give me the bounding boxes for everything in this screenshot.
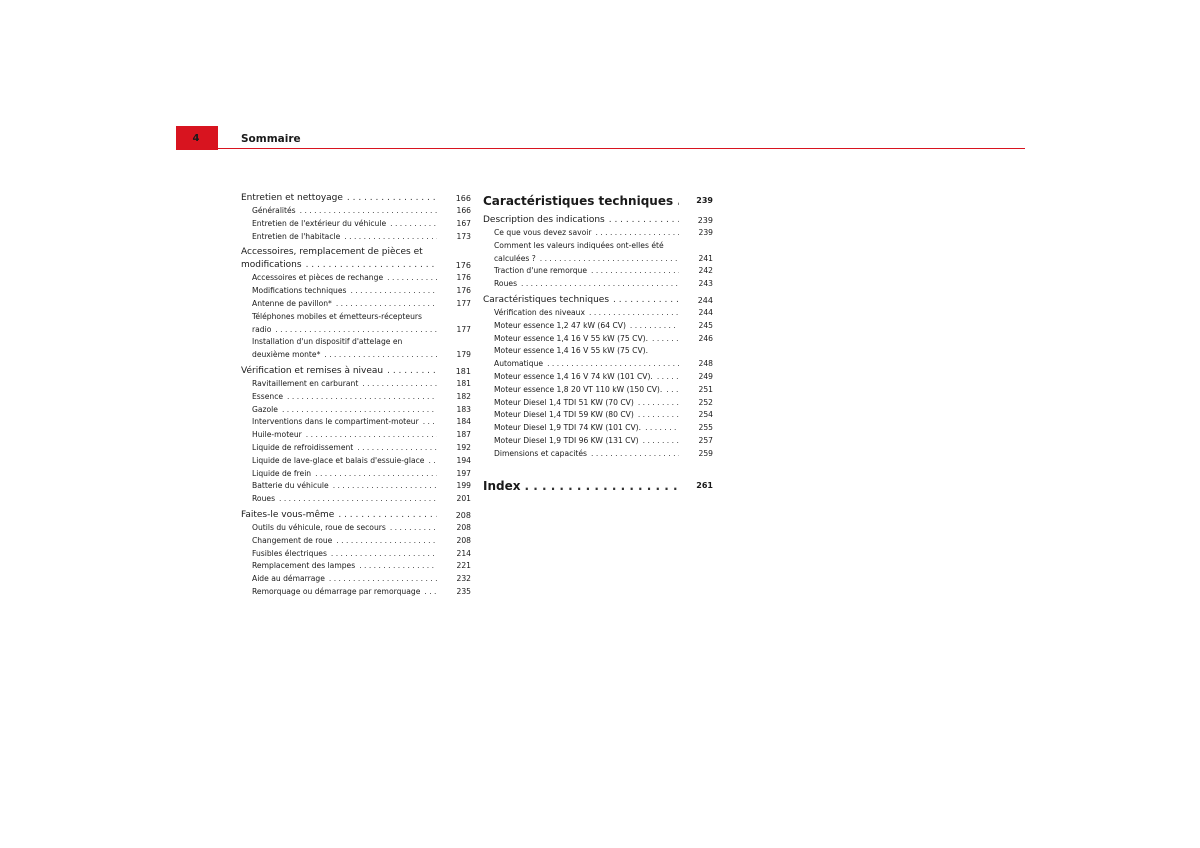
toc-entry bbox=[241, 480, 471, 493]
dot-leader bbox=[275, 324, 437, 337]
toc-entry-text: Moteur Diesel 1,9 TDI 74 KW (101 CV). bbox=[494, 423, 642, 433]
dot-leader bbox=[306, 259, 437, 272]
toc-entry-text: Gazole bbox=[252, 404, 278, 414]
toc-entry-text: Vérification des niveaux bbox=[494, 307, 585, 317]
toc-section bbox=[241, 365, 471, 378]
toc-entry-text: Remplacement des lampes bbox=[252, 561, 356, 571]
toc-entry bbox=[483, 320, 713, 333]
toc-page-number: 176 bbox=[456, 273, 471, 283]
toc-page-number: 181 bbox=[455, 366, 471, 376]
toc-entry-text: calculées ? bbox=[494, 253, 536, 263]
toc-entry-text-line1: Accessoires, remplacement de pièces et bbox=[241, 247, 423, 258]
dot-leader bbox=[336, 298, 437, 311]
toc-entry-text: Entretien de l'extérieur du véhicule bbox=[252, 218, 387, 228]
page-number: 4 bbox=[192, 133, 200, 144]
toc-entry bbox=[241, 311, 471, 337]
dot-leader bbox=[331, 548, 437, 561]
dot-leader bbox=[521, 278, 679, 291]
dot-leader bbox=[357, 442, 437, 455]
toc-entry-text: Remorquage ou démarrage par remorquage bbox=[252, 586, 421, 596]
toc-page-number: 179 bbox=[456, 350, 471, 360]
dot-leader bbox=[424, 586, 437, 599]
toc-entry-text: Moteur essence 1,4 16 V 55 kW (75 CV). bbox=[494, 333, 649, 343]
toc-page-number: 239 bbox=[696, 196, 713, 205]
dot-leader bbox=[524, 477, 679, 495]
toc-entry bbox=[241, 522, 471, 535]
dot-leader bbox=[643, 435, 679, 448]
toc-entry bbox=[483, 371, 713, 384]
toc-page-number: 255 bbox=[698, 423, 713, 433]
toc-entry-text: Roues bbox=[494, 279, 518, 289]
toc-page-number: 239 bbox=[698, 228, 713, 237]
toc-entry-text: Interventions dans le compartiment-moteur bbox=[252, 417, 419, 427]
dot-leader bbox=[333, 480, 437, 493]
dot-leader bbox=[540, 253, 679, 266]
toc-page-number: 239 bbox=[697, 216, 713, 225]
toc-entry bbox=[241, 573, 471, 586]
dot-leader bbox=[428, 455, 437, 468]
toc-entry-text: Caractéristiques techniques bbox=[483, 194, 674, 208]
toc-entry-text: Antenne de pavillon* bbox=[252, 298, 332, 308]
dot-leader bbox=[666, 384, 679, 397]
toc-entry bbox=[483, 422, 713, 435]
toc-entry bbox=[483, 265, 713, 278]
dot-leader bbox=[638, 397, 679, 410]
toc-entry-text: Batterie du véhicule bbox=[252, 481, 329, 491]
dot-leader bbox=[282, 404, 437, 417]
dot-leader bbox=[306, 429, 437, 442]
toc-page-number: 242 bbox=[698, 266, 713, 276]
toc-entry-text: Moteur essence 1,8 20 VT 110 kW (150 CV). bbox=[494, 384, 663, 394]
toc-page-number: 197 bbox=[456, 468, 471, 478]
toc-entry bbox=[483, 435, 713, 448]
toc-entry-text: Faites-le vous-même bbox=[241, 509, 335, 520]
toc-page-number: 166 bbox=[456, 206, 471, 215]
toc-entry-text-line1: Comment les valeurs indiquées ont-elles été bbox=[494, 240, 664, 250]
toc-section bbox=[241, 246, 471, 272]
toc-entry-text: Outils du véhicule, roue de secours bbox=[252, 522, 386, 532]
toc-entry-text-line1: Installation d'un dispositif d'attelage en bbox=[252, 337, 403, 347]
dot-leader bbox=[287, 391, 437, 404]
toc-right-column bbox=[483, 192, 713, 495]
toc-section bbox=[483, 214, 713, 227]
toc-entry-text: Huile-moteur bbox=[252, 430, 302, 440]
toc-page-number: 176 bbox=[455, 261, 471, 271]
toc-chapter bbox=[483, 477, 713, 495]
toc-entry-text: Moteur Diesel 1,9 TDI 96 KW (131 CV) bbox=[494, 435, 639, 445]
dot-leader bbox=[677, 192, 679, 210]
toc-page-number: 183 bbox=[456, 404, 471, 414]
toc-page-number: 235 bbox=[456, 586, 471, 596]
toc-page-number: 167 bbox=[456, 218, 471, 228]
toc-entry-text: Index bbox=[483, 478, 521, 493]
dot-leader bbox=[645, 422, 679, 435]
toc-entry bbox=[483, 307, 713, 320]
toc-entry-text: Moteur Diesel 1,4 TDI 51 KW (70 CV) bbox=[494, 397, 634, 407]
toc-entry-text: Vérification et remises à niveau bbox=[241, 365, 384, 376]
toc-section bbox=[241, 509, 471, 522]
dot-leader bbox=[652, 333, 679, 346]
toc-page-number: 249 bbox=[698, 371, 713, 381]
toc-page-number: 244 bbox=[697, 295, 713, 305]
toc-entry-text: Liquide de lave-glace et balais d'essuie-glace bbox=[252, 455, 425, 465]
dot-leader bbox=[329, 573, 437, 586]
toc-page-number: 261 bbox=[696, 480, 713, 490]
dot-leader bbox=[387, 272, 437, 285]
toc-entry-text: Entretien de l'habitacle bbox=[252, 231, 341, 241]
toc-page-number: 173 bbox=[456, 231, 471, 241]
dot-leader bbox=[423, 416, 437, 429]
dot-leader bbox=[390, 522, 437, 535]
toc-page-number: 257 bbox=[698, 435, 713, 445]
toc-entry bbox=[241, 231, 471, 244]
toc-page-number: 176 bbox=[456, 286, 471, 296]
toc-entry bbox=[241, 548, 471, 561]
toc-page-number: 244 bbox=[698, 307, 713, 317]
toc-entry bbox=[483, 409, 713, 422]
dot-leader bbox=[387, 365, 437, 378]
toc-entry-text: Automatique bbox=[494, 359, 544, 369]
toc-entry bbox=[483, 384, 713, 397]
toc-page-number: 181 bbox=[456, 378, 471, 388]
dot-leader bbox=[279, 493, 437, 506]
toc-entry bbox=[483, 345, 713, 371]
toc-entry bbox=[241, 218, 471, 231]
toc-entry bbox=[483, 448, 713, 461]
toc-entry bbox=[483, 240, 713, 266]
toc-entry-text: Ravitaillement en carburant bbox=[252, 378, 359, 388]
toc-page-number: 232 bbox=[456, 574, 471, 584]
dot-leader bbox=[591, 265, 679, 278]
toc-section bbox=[241, 192, 471, 205]
dot-leader bbox=[609, 214, 679, 227]
toc-entry bbox=[241, 298, 471, 311]
toc-entry bbox=[241, 391, 471, 404]
toc-entry-text: radio bbox=[252, 324, 272, 334]
dot-leader bbox=[300, 205, 437, 218]
toc-entry-text: modifications bbox=[241, 260, 302, 271]
dot-leader bbox=[630, 320, 679, 333]
dot-leader bbox=[324, 349, 437, 362]
toc-entry-text: Moteur essence 1,2 47 kW (64 CV) bbox=[494, 320, 626, 330]
dot-leader bbox=[589, 307, 679, 320]
toc-page-number: 199 bbox=[456, 481, 471, 491]
toc-entry-text-line1: Moteur essence 1,4 16 V 55 kW (75 CV). bbox=[494, 346, 649, 356]
toc-entry-text: Aide au démarrage bbox=[252, 574, 325, 584]
toc-entry bbox=[241, 493, 471, 506]
toc-entry bbox=[241, 586, 471, 599]
toc-entry bbox=[241, 560, 471, 573]
toc-entry bbox=[241, 535, 471, 548]
toc-page-number: 221 bbox=[456, 561, 471, 571]
dot-leader bbox=[315, 468, 437, 481]
toc-page-number: 259 bbox=[698, 448, 713, 458]
dot-leader bbox=[657, 371, 679, 384]
dot-leader bbox=[344, 231, 437, 244]
toc-page-number: 252 bbox=[698, 397, 713, 407]
toc-entry bbox=[241, 285, 471, 298]
toc-page-number: 243 bbox=[698, 279, 713, 289]
toc-entry-text: Liquide de refroidissement bbox=[252, 442, 354, 452]
toc-entry bbox=[241, 416, 471, 429]
toc-entry-text: Caractéristiques techniques bbox=[483, 294, 610, 305]
toc-entry bbox=[483, 278, 713, 291]
dot-leader bbox=[591, 448, 679, 461]
toc-entry-text: Modifications techniques bbox=[252, 286, 347, 296]
toc-entry bbox=[241, 272, 471, 285]
toc-page-number: 166 bbox=[455, 194, 471, 203]
toc-entry-text: Description des indications bbox=[483, 215, 605, 225]
toc-entry-text: Entretien et nettoyage bbox=[241, 193, 343, 203]
toc-page-number: 192 bbox=[456, 442, 471, 452]
toc-entry bbox=[483, 227, 713, 240]
toc-entry-text: Essence bbox=[252, 391, 284, 401]
toc-page-number: 254 bbox=[698, 410, 713, 420]
toc-section bbox=[483, 294, 713, 307]
toc-page-number: 208 bbox=[456, 535, 471, 545]
toc-entry bbox=[241, 336, 471, 362]
toc-entry-text: Généralités bbox=[252, 206, 296, 215]
dot-leader bbox=[336, 535, 437, 548]
toc-entry bbox=[241, 404, 471, 417]
toc-entry-text: Traction d'une remorque bbox=[494, 266, 588, 276]
toc-page-number: 241 bbox=[698, 253, 713, 263]
toc-page-number: 177 bbox=[456, 298, 471, 308]
toc-entry bbox=[241, 455, 471, 468]
toc-page-number: 194 bbox=[456, 455, 471, 465]
toc-left-column bbox=[241, 192, 471, 599]
toc-entry-text: Roues bbox=[252, 494, 276, 504]
toc-entry bbox=[241, 378, 471, 391]
toc-entry bbox=[241, 429, 471, 442]
toc-page-number: 177 bbox=[456, 324, 471, 334]
toc-page-number: 208 bbox=[456, 522, 471, 532]
dot-leader bbox=[390, 218, 437, 231]
toc-page-number: 208 bbox=[455, 510, 471, 520]
toc-entry-text-line1: Téléphones mobiles et émetteurs-récepteurs bbox=[252, 311, 422, 321]
toc-entry-text: Liquide de frein bbox=[252, 468, 312, 478]
toc-entry-text: Moteur Diesel 1,4 TDI 59 KW (80 CV) bbox=[494, 410, 634, 420]
toc-page-number: 251 bbox=[698, 384, 713, 394]
toc-page-number: 246 bbox=[698, 333, 713, 343]
toc-page-number: 245 bbox=[698, 320, 713, 330]
toc-entry bbox=[241, 205, 471, 218]
dot-leader bbox=[613, 294, 679, 307]
toc-entry bbox=[241, 468, 471, 481]
dot-leader bbox=[638, 409, 679, 422]
toc-page-number: 248 bbox=[698, 359, 713, 369]
dot-leader bbox=[595, 227, 679, 240]
toc-entry-text: Fusibles électriques bbox=[252, 548, 327, 558]
toc-entry-text: Dimensions et capacités bbox=[494, 448, 587, 458]
toc-page-number: 182 bbox=[456, 391, 471, 401]
toc-entry-text: Ce que vous devez savoir bbox=[494, 228, 592, 237]
toc-page-number: 187 bbox=[456, 430, 471, 440]
dot-leader bbox=[338, 509, 437, 522]
toc-chapter bbox=[483, 192, 713, 210]
dot-leader bbox=[547, 358, 679, 371]
toc-page-number: 201 bbox=[456, 494, 471, 504]
toc-entry-text: Moteur essence 1,4 16 V 74 kW (101 CV). bbox=[494, 371, 653, 381]
toc-entry bbox=[241, 442, 471, 455]
toc-page-number: 184 bbox=[456, 417, 471, 427]
toc-entry-text: Accessoires et pièces de rechange bbox=[252, 273, 384, 283]
header-rule bbox=[218, 148, 1025, 149]
dot-leader bbox=[359, 560, 437, 573]
toc-entry-text: Changement de roue bbox=[252, 535, 333, 545]
toc-entry bbox=[483, 333, 713, 346]
toc-entry-text: deuxième monte* bbox=[252, 350, 321, 360]
dot-leader bbox=[350, 285, 437, 298]
page-title: Sommaire bbox=[241, 133, 301, 145]
dot-leader bbox=[347, 192, 437, 205]
toc-entry bbox=[483, 397, 713, 410]
toc-page-number: 214 bbox=[456, 548, 471, 558]
dot-leader bbox=[362, 378, 437, 391]
